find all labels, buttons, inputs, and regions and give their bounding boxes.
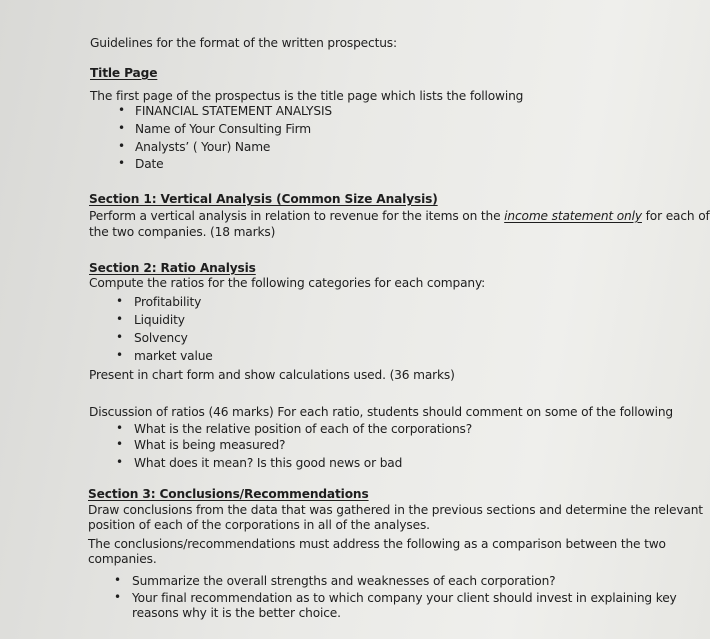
section1-line1 — [89, 209, 710, 224]
bullet-icon: • — [114, 573, 122, 587]
title-page-heading: Title Page — [90, 66, 158, 80]
income-statement-emphasis: income statement only — [504, 209, 642, 223]
title-page-text: The first page of the prospectus is the title page which lists the following — [90, 89, 524, 103]
ratio-category-item: market value — [134, 349, 213, 363]
bullet-icon: • — [116, 421, 124, 435]
bullet-icon: • — [116, 312, 124, 326]
section3-item: Your final recommendation as to which company your client should invest in explaining key — [132, 591, 677, 605]
ratio-category-item: Profitability — [134, 295, 202, 309]
discussion-item: What does it mean? Is this good news or bad — [134, 456, 403, 470]
section3-p2-line2: companies. — [88, 552, 157, 566]
bullet-icon: • — [118, 103, 126, 117]
bullet-icon: • — [116, 330, 124, 344]
section1-line1-text: Perform a vertical analysis in relation to revenue for the items on the — [89, 209, 505, 223]
section2-text: Compute the ratios for the following categories for each company: — [89, 276, 486, 290]
bullet-icon: • — [116, 437, 124, 451]
section3-p1-line1: Draw conclusions from the data that was gathered in the previous sections and determine the relevant — [88, 503, 703, 517]
discussion-item: What is the relative position of each of the corporations? — [134, 422, 473, 436]
title-page-item: Name of Your Consulting Firm — [135, 122, 311, 136]
discussion-text: Discussion of ratios (46 marks) For each ratio, students should comment on some of the following — [89, 405, 674, 419]
bullet-icon: • — [118, 139, 126, 153]
bullet-icon: • — [116, 294, 124, 308]
section3-item: Summarize the overall strengths and weaknesses of each corporation? — [132, 574, 556, 588]
bullet-icon: • — [116, 348, 124, 362]
bullet-icon: • — [118, 121, 126, 135]
intro-text: Guidelines for the format of the written prospectus: — [90, 36, 397, 50]
section1-heading: Section 1: Vertical Analysis (Common Size Analysis) — [89, 192, 438, 206]
bullet-icon: • — [116, 455, 124, 469]
section2-heading: Section 2: Ratio Analysis — [89, 261, 256, 275]
bullet-icon: • — [114, 590, 122, 604]
section1-line2: the two companies. (18 marks) — [89, 225, 276, 239]
section3-p2-line1: The conclusions/recommendations must address the following as a comparison between the two — [88, 537, 666, 551]
discussion-item: What is being measured? — [134, 438, 286, 452]
section1-line1-tail: for each of — [641, 209, 710, 223]
ratio-category-item: Solvency — [134, 331, 188, 345]
section3-heading: Section 3: Conclusions/Recommendations — [88, 487, 369, 501]
ratio-category-item: Liquidity — [134, 313, 185, 327]
bullet-icon: • — [118, 156, 126, 170]
section3-item-continued: reasons why it is the better choice. — [132, 606, 341, 620]
section2-after: Present in chart form and show calculations used. (36 marks) — [89, 368, 455, 382]
section3-p1-line2: position of each of the corporations in all of the analyses. — [88, 518, 430, 532]
title-page-item: Date — [135, 157, 164, 171]
title-page-item: Analysts’ ( Your) Name — [135, 140, 271, 154]
title-page-item: FINANCIAL STATEMENT ANALYSIS — [135, 104, 332, 118]
